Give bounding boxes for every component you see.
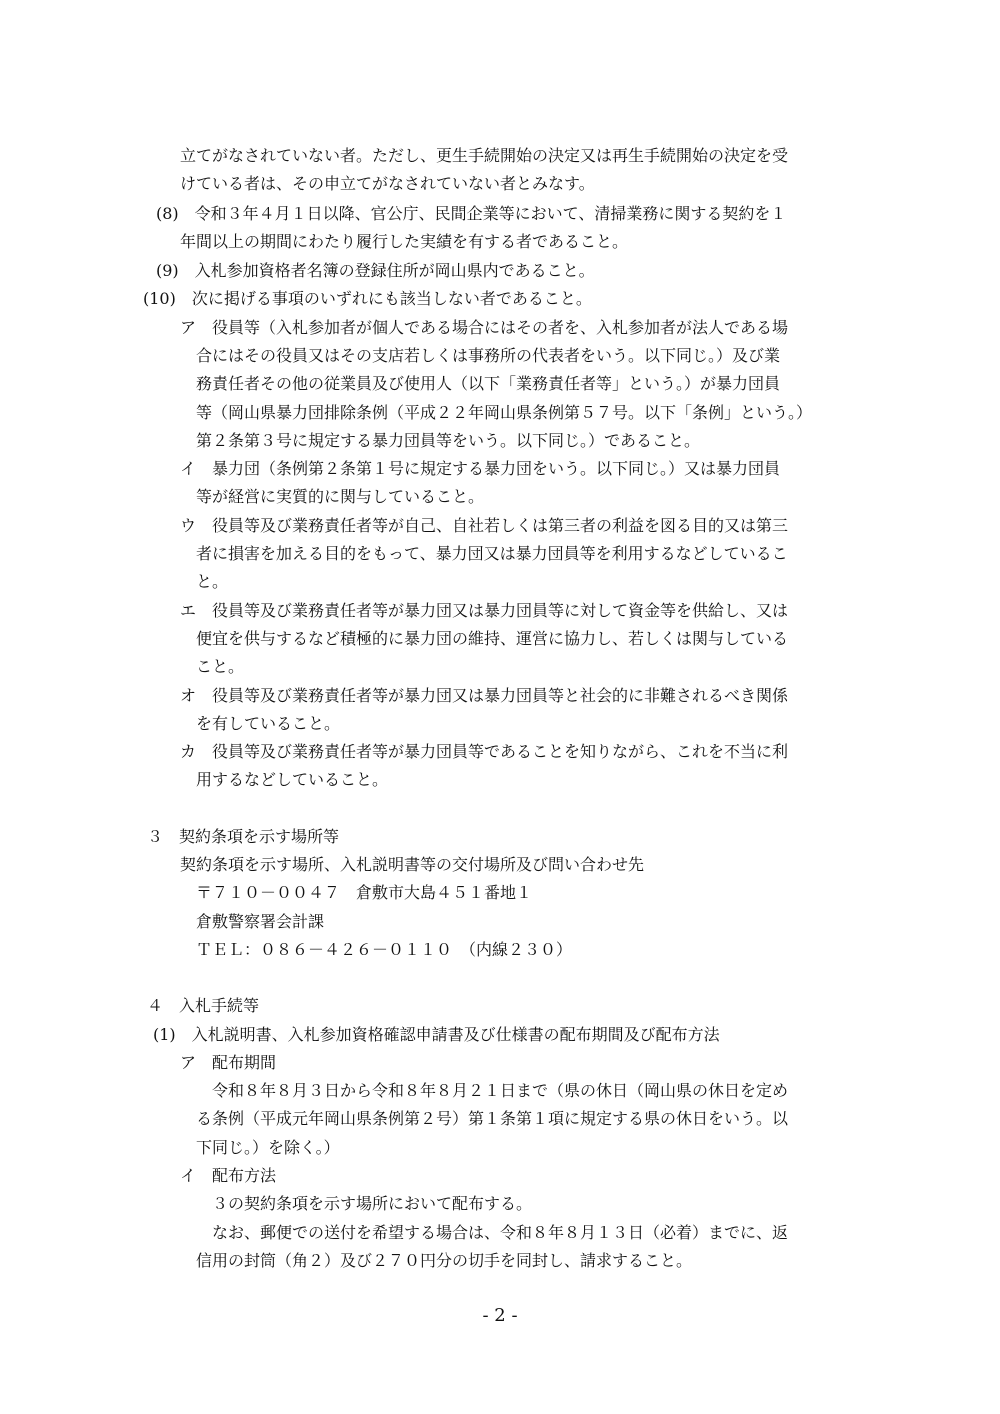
- sub-item-e: エ 役員等及び業務責任者等が暴力団又は暴力団員等に対して資金等を供給し、又は: [180, 601, 789, 620]
- sub-item-i: イ 配布方法: [180, 1166, 277, 1185]
- paragraph-line: 第２条第３号に規定する暴力団員等をいう。以下同じ。）であること。: [196, 431, 701, 450]
- item-8: (8) 令和３年４月１日以降、官公庁、民間企業等において、清掃業務に関する契約を１: [156, 204, 787, 223]
- paragraph-line: る条例（平成元年岡山県条例第２号）第１条第１項に規定する県の休日をいう。以: [196, 1109, 789, 1128]
- paragraph-line: 便宜を供与するなど積極的に暴力団の維持、運営に協力し、若しくは関与している: [196, 629, 789, 648]
- sub-item-a: ア 役員等（入札参加者が個人である場合にはその者を、入札参加者が法人である場: [180, 318, 789, 337]
- paragraph-line: 契約条項を示す場所、入札説明書等の交付場所及び問い合わせ先: [180, 855, 645, 874]
- page-number: - 2 -: [482, 1305, 518, 1326]
- paragraph-line: 信用の封筒（角２）及び２７０円分の切手を同封し、請求すること。: [196, 1251, 693, 1270]
- paragraph-line: 令和８年８月３日から令和８年８月２１日まで（県の休日（岡山県の休日を定め: [212, 1081, 789, 1100]
- paragraph-line: なお、郵便での送付を希望する場合は、令和８年８月１３日（必着）までに、返: [212, 1223, 789, 1242]
- paragraph-line: 者に損害を加える目的をもって、暴力団又は暴力団員等を利用するなどしているこ: [196, 544, 788, 563]
- section-4-heading: ４ 入札手続等: [147, 996, 260, 1015]
- paragraph-line: と。: [196, 572, 229, 591]
- paragraph-line: こと。: [196, 657, 245, 676]
- paragraph-line: 等（岡山県暴力団排除条例（平成２２年岡山県条例第５７号。以下「条例」という。）: [196, 403, 813, 422]
- office-name: 倉敷警察署会計課: [196, 912, 325, 931]
- telephone-line: ＴＥＬ：０８６－４２６－０１１０ （内線２３０）: [196, 940, 573, 959]
- section-3-heading: ３ 契約条項を示す場所等: [147, 827, 340, 846]
- paragraph-line: を有していること。: [196, 714, 341, 733]
- paragraph-line: 下同じ。）を除く。）: [196, 1138, 340, 1157]
- paragraph-line: 合にはその役員又はその支店若しくは事務所の代表者をいう。以下同じ。）及び業: [196, 346, 781, 365]
- paragraph-line: 等が経営に実質的に関与していること。: [196, 487, 485, 506]
- sub-item-ka: カ 役員等及び業務責任者等が暴力団員等であることを知りながら、これを不当に利: [180, 742, 789, 761]
- paragraph-line: 年間以上の期間にわたり履行した実績を有する者であること。: [180, 232, 629, 251]
- item-10: (10) 次に掲げる事項のいずれにも該当しない者であること。: [143, 289, 592, 308]
- address-line: 〒７１０－００４７ 倉敷市大島４５１番地１: [196, 883, 533, 902]
- sub-item-a: ア 配布期間: [180, 1053, 277, 1072]
- paragraph-line: 用するなどしていること。: [196, 770, 389, 789]
- paragraph-line: 務責任者その他の従業員及び使用人（以下「業務責任者等」という。）が暴力団員: [196, 374, 781, 393]
- sub-item-u: ウ 役員等及び業務責任者等が自己、自社若しくは第三者の利益を図る目的又は第三: [180, 516, 789, 535]
- item-1: (1) 入札説明書、入札参加資格確認申請書及び仕様書の配布期間及び配布方法: [153, 1025, 720, 1044]
- item-9: (9) 入札参加資格者名簿の登録住所が岡山県内であること。: [156, 261, 595, 280]
- paragraph-line: 立てがなされていない者。ただし、更生手続開始の決定又は再生手続開始の決定を受: [180, 146, 789, 165]
- sub-item-o: オ 役員等及び業務責任者等が暴力団又は暴力団員等と社会的に非難されるべき関係: [180, 686, 789, 705]
- paragraph-line: ３の契約条項を示す場所において配布する。: [212, 1194, 533, 1213]
- paragraph-line: けている者は、その申立てがなされていない者とみなす。: [180, 174, 595, 193]
- sub-item-i: イ 暴力団（条例第２条第１号に規定する暴力団をいう。以下同じ。）又は暴力団員: [180, 459, 781, 478]
